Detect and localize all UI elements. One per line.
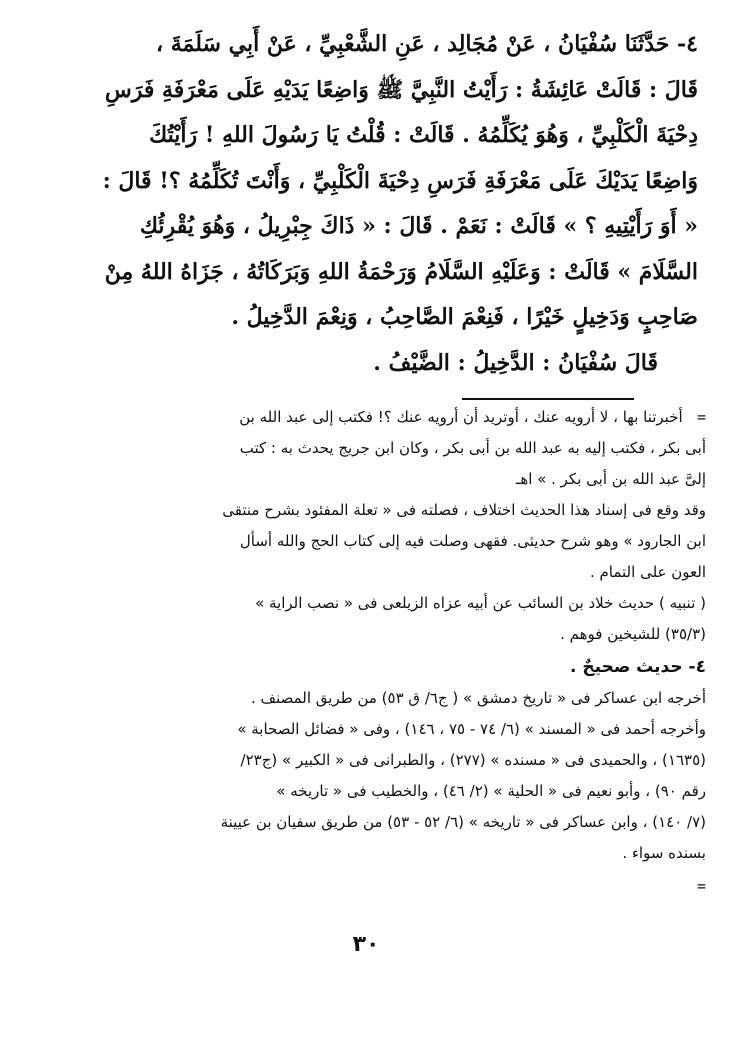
- footnote-line: بسنده سواء .: [622, 844, 706, 862]
- hadith-line: ٤- حَدَّثَنَا سُفْيَانُ ، عَنْ مُجَالِد ، عَنِ الشَّعْبِيِّ ، عَنْ أَبِي سَلَمَةَ ،: [156, 31, 698, 57]
- footnotes: [56, 402, 706, 902]
- hadith-text: [50, 22, 698, 386]
- footnote-paragraph: [56, 402, 706, 495]
- footnote-line: ( تنبيه ) حديث خلاد بن السائب عن أبيه عزاه الزيلعى فى « نصب الراية »: [255, 594, 706, 612]
- footnote-divider: [462, 398, 634, 400]
- hadith-closing: قَالَ سُفْيَانُ : الدَّخِيلُ : الضَّيْفُ .: [373, 349, 658, 376]
- footnote-paragraph: [56, 588, 706, 650]
- footnote-line: إلىَّ عبد الله بن أبى بكر . » اهـ: [515, 470, 706, 488]
- continuation-marker: =: [696, 408, 706, 426]
- footnote-line: وقد وقع فى إسناد هذا الحديث اختلاف ، فصلته فى « تعلة المفئود بشرح منتقى: [222, 501, 706, 519]
- footnote-heading: ٤- حديث صحيحٌ .: [570, 657, 706, 677]
- footnote-line: أخرجه ابن عساكر فى « تاريخ دمشق » ( ج٦/ ق ٥٣) من طريق المصنف .: [251, 689, 706, 707]
- continuation-marker: =: [696, 877, 706, 895]
- hadith-line: « أَوَ رَأَيْتِيهِ ؟ » قَالَتْ : نَعَمْ . قَالَ : « ذَاكَ جِبْرِيلُ ، وَهُوَ يُقْرِئُكِ: [139, 213, 698, 239]
- hadith-line: وَاضِعًا يَدَيْكَ عَلَى مَعْرَفَةِ فَرَسِ دِحْيَةَ الْكَلْبِيِّ ، وَأَنْتَ تُكَلِّمُهُ ؟! قَالَ :: [102, 167, 698, 194]
- footnote-line: رقم ٩٠) ، وأبو نعيم فى « الحلية » (٢/ ٤٦) ، والخطيب فى « تاريخه »: [276, 782, 706, 800]
- footnote-line: العون على التمام .: [589, 563, 706, 581]
- footnote-line: (٣٥/٣) للشيخين فوهم .: [560, 625, 706, 643]
- footnote-paragraph: [56, 495, 706, 588]
- footnote-line: ابن الجارود » وهو شرح حديثى. فقهى وصلت فيه إلى كتاب الحج والله أسأل: [239, 532, 706, 550]
- footnote-line: وأخرجه أحمد فى « المسند » (٦/ ٧٤ - ٧٥ ، ١٤٦) ، وفى « فضائل الصحابة »: [237, 720, 706, 738]
- footnote-line: (٧/ ١٤٠) ، وابن عساكر فى « تاريخه » (٦/ ٥٢ - ٥٣) من طريق سفيان بن عيينة: [220, 813, 706, 831]
- page-number: ٣٠: [352, 932, 380, 957]
- footnote-line: = أخبرتنا بها ، لا أرويه عنك ، أوتريد أن أرويه عنك ؟! فكتب إلى عبد الله بن: [239, 408, 706, 426]
- hadith-line: قَالَ : قَالَتْ عَائِشَةُ : رَأَيْتُ النَّبِيَّ ﷺ وَاضِعًا يَدَيْهِ عَلَى مَعْرَفَةِ فَرَسِ: [104, 76, 698, 103]
- footnote-line: أبى بكر ، فكتب إليه به عبد الله بن أبى بكر ، وكان ابن جريج يحدث به : كتب: [239, 439, 706, 457]
- hadith-line: دِحْيَةَ الْكَلْبِيِّ ، وَهُوَ يُكَلِّمُهُ . قَالَتْ : قُلْتُ يَا رَسُولَ اللهِ ! رَأَيْتُكَ: [149, 122, 698, 148]
- footnote-line: (١٦٣٥) ، والحميدى فى « مسنده » (٢٧٧) ، والطبرانى فى « الكبير » (ج٢٣/: [240, 751, 706, 769]
- hadith-line: صَاحِبٍ وَدَخِيلٍ خَيْرًا ، فَنِعْمَ الصَّاحِبُ ، وَنِعْمَ الدَّخِيلُ .: [231, 304, 698, 330]
- footnote-paragraph: [56, 683, 706, 869]
- hadith-line: السَّلَامَ » قَالَتْ : وَعَلَيْهِ السَّلَامُ وَرَحْمَةُ اللهِ وَبَرَكَاتُهُ ، جَزَاهُ اللهُ مِنْ: [104, 258, 698, 285]
